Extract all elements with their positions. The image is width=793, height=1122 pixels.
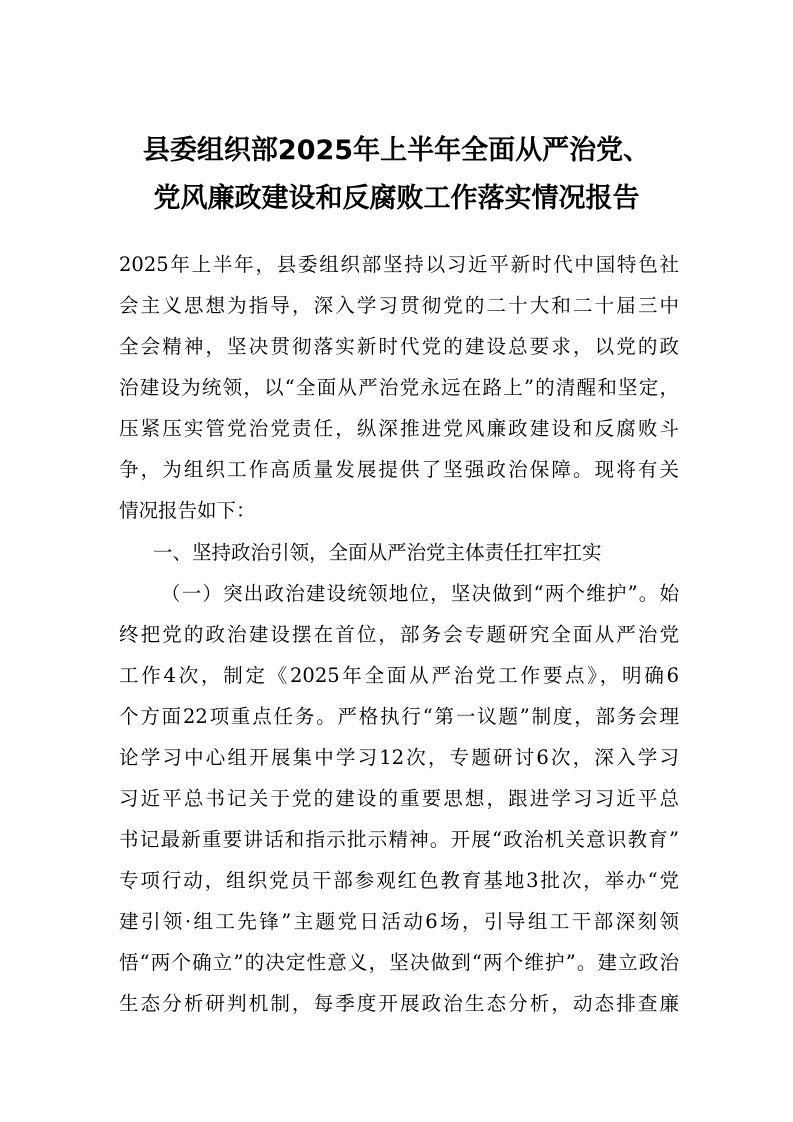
paragraph-2-line: 工作4次，制定《2025年全面从严治党工作要点》，明确6 <box>119 664 679 687</box>
document-title-line-1: 县委组织部2025年上半年全面从严治党、 <box>142 135 651 166</box>
paragraph-1-line: 压紧压实管党治党责任，纵深推进党风廉政建设和反腐败斗 <box>119 417 679 440</box>
paragraph-2-line: 建引领·组工先锋”主题党日活动6场，引导组工干部深刻领 <box>119 910 679 933</box>
paragraph-2-line: 个方面22项重点任务。严格执行“第一议题”制度，部务会理 <box>119 705 679 728</box>
paragraph-2-line: 书记最新重要讲话和指示批示精神。开展“政治机关意识教育” <box>119 828 679 851</box>
paragraph-2-line: 论学习中心组开展集中学习12次，专题研讨6次，深入学习 <box>119 746 679 769</box>
paragraph-1-line: 治建设为统领，以“全面从严治党永远在路上”的清醒和坚定， <box>119 376 679 399</box>
paragraph-1-line: 全会精神，坚决贯彻落实新时代党的建设总要求，以党的政 <box>119 335 679 358</box>
paragraph-2-line: 习近平总书记关于党的建设的重要思想，跟进学习习近平总 <box>119 787 679 810</box>
paragraph-2-line: 生态分析研判机制，每季度开展政治生态分析，动态排查廉 <box>119 992 679 1015</box>
paragraph-2-line: 终把党的政治建设摆在首位，部务会专题研究全面从严治党 <box>119 623 679 646</box>
paragraph-2-line: 专项行动，组织党员干部参观红色教育基地3批次，举办“党 <box>119 869 679 892</box>
paragraph-1-line: 会主义思想为指导，深入学习贯彻党的二十大和二十届三中 <box>119 294 679 317</box>
paragraph-1-line: 2025年上半年，县委组织部坚持以习近平新时代中国特色社 <box>119 253 679 276</box>
paragraph-1-line: 情况报告如下： <box>119 499 256 522</box>
section-heading-1: 一、坚持政治引领，全面从严治党主体责任扛牢扛实 <box>153 541 602 564</box>
document-title-line-2: 党风廉政建设和反腐败工作落实情况报告 <box>153 183 640 214</box>
paragraph-1-line: 争，为组织工作高质量发展提供了坚强政治保障。现将有关 <box>119 458 679 481</box>
paragraph-2-line: 悟“两个确立”的决定性意义，坚决做到“两个维护”。建立政治 <box>119 951 679 974</box>
paragraph-2-line: （一）突出政治建设统领地位，坚决做到“两个维护”。始 <box>161 582 679 605</box>
